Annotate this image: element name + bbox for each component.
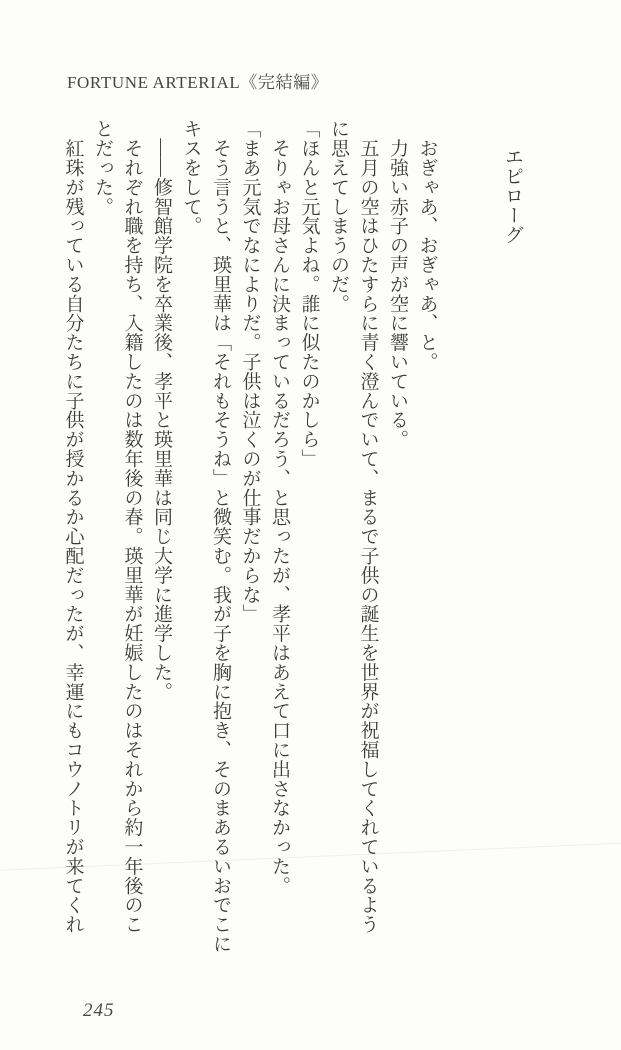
- text-column: おぎゃあ、おぎゃあ、と。: [416, 119, 438, 372]
- page-number: 245: [83, 1000, 115, 1021]
- text-column: ――修智館学院を卒業後、孝平と瑛里華は同じ大学に進学した。: [151, 119, 172, 701]
- text-column: 力強い赤子の声が空に響いている。: [387, 119, 408, 449]
- text-column: 五月の空はひたすらに青く澄んでいて、まるで子供の誕生を世界が祝福してくれているよう: [357, 119, 379, 934]
- text-column: それぞれ職を持ち、入籍したのは数年後の春。瑛里華が妊娠したのはそれから約一年後のこ: [121, 119, 143, 934]
- text-column: に思えてしまうのだ。: [328, 119, 349, 313]
- text-column: 「ほんと元気よね。誰に似たのかしら」: [298, 119, 320, 469]
- text-column: 紅珠が残っている自分たちに子供が授かるか心配だったが、幸運にもコウノトリが来てくれ: [62, 119, 84, 934]
- text-column: 「まあ元気でなによりだ。子供は泣くのが仕事だからな」: [239, 119, 261, 624]
- text-column: キスをして。: [180, 119, 202, 236]
- text-column: とだった。: [92, 119, 113, 216]
- text-column: そりゃお母さんに決まっているだろう、と思ったが、孝平はあえて口に出さなかった。: [269, 119, 290, 895]
- running-title: FORTUNE ARTERIAL《完結編》: [67, 73, 329, 92]
- text-column: そう言うと、瑛里華は「それもそうね」と微笑む。我が子を胸に抱き、そのまあるいおでこに: [210, 119, 231, 954]
- chapter-heading: エピローグ: [502, 147, 523, 244]
- page-body: [58, 119, 527, 957]
